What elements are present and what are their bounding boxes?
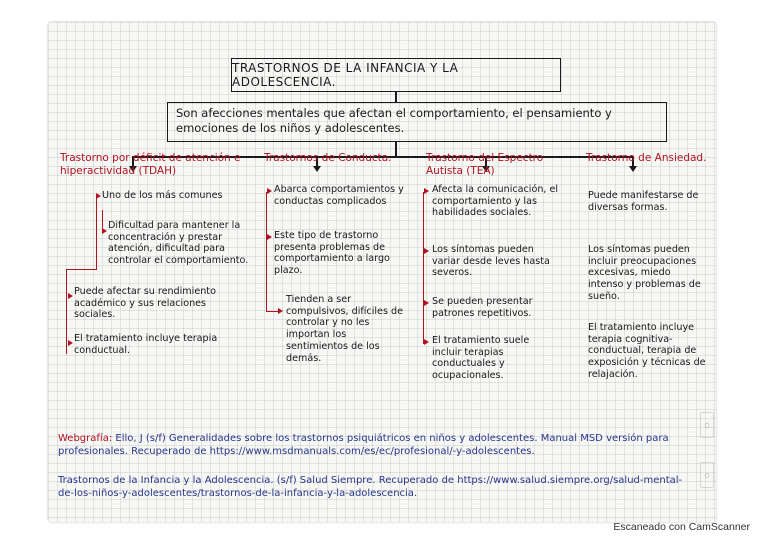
reference-2: Trastornos de la Infancia y la Adolescencia. (s/f) Salud Siempre. Recuperado de https://www.salud.siempre.org/salud-mental-de-los-niños-y-adolescentes/trastornos-de-la-infancia-y-la-adolescencia.	[58, 475, 683, 499]
tdah-item-3: Puede afectar su rendimiento académico y sus relaciones sociales.	[74, 286, 216, 321]
arrow-head	[267, 234, 272, 240]
arrow-head	[313, 166, 321, 172]
column-heading-tea: Trastorno del Espectro Autista (TEA)	[426, 152, 544, 177]
column-tree-line	[266, 192, 267, 312]
column-tree-line	[266, 311, 278, 312]
column-tree-line	[66, 269, 96, 270]
ansiedad-item-3: El tratamiento incluye terapia cognitiva-conductual, terapia de exposición y técnicas de relajación.	[588, 322, 706, 380]
arrow-head	[424, 188, 429, 194]
ansiedad-item-2: Los síntomas pueden incluir preocupaciones excesivas, miedo intenso y problemas de sueño.	[588, 244, 701, 302]
conducta-item-2: Este tipo de trastorno presenta problemas de comportamiento a largo plazo.	[274, 230, 390, 277]
arrow-head	[424, 300, 429, 306]
column-heading-ansiedad: Trastorno de Ansiedad.	[586, 152, 707, 164]
page-edge-mark: ○	[700, 462, 714, 488]
ansiedad-item-1: Puede manifestarse de diversas formas.	[588, 190, 699, 213]
column-tree-line	[423, 192, 424, 344]
arrow-head	[267, 188, 272, 194]
scanner-watermark: Escaneado con CamScanner	[613, 521, 750, 533]
arrow-head	[424, 339, 429, 345]
tea-item-2: Los síntomas pueden variar desde leves hasta severos.	[432, 244, 550, 279]
column-heading-tdah: Trastorno por déficit de atención e hiperactividad (TDAH)	[60, 152, 241, 177]
column-tree-line	[96, 197, 97, 270]
tea-item-4: El tratamiento suele incluir terapias conductuales y ocupacionales.	[432, 335, 530, 382]
conducta-item-3: Tienden a ser compulsivos, difíciles de controlar y no les importan los sentimientos de los demás.	[286, 294, 403, 364]
references-label: Webgrafía:	[58, 433, 113, 444]
conducta-item-1: Abarca comportamientos y conductas complicados	[274, 184, 404, 207]
arrow-head	[68, 340, 73, 346]
tea-item-1: Afecta la comunicación, el comportamiento y las habilidades sociales.	[432, 184, 559, 219]
connector-line	[395, 92, 397, 102]
definition-box	[167, 102, 667, 142]
tea-item-3: Se pueden presentar patrones repetitivos.	[432, 296, 533, 319]
arrow-head	[278, 308, 283, 314]
reference-1-text: Ello, J (s/f) Generalidades sobre los trastornos psiquiátricos en niños y adolescentes. Manual MSD versión para profesionales. Recuperado de https://www.msdmanuals.com/es/ec/profesional/-y-adolescentes.	[58, 433, 669, 457]
tdah-item-2: Dificultad para mantener la concentración y prestar atención, dificultad para controlar el comportamiento.	[108, 220, 249, 267]
column-heading-conducta: Trastornos de Conducta.	[264, 152, 392, 164]
arrow-head	[629, 166, 637, 172]
arrow-head	[102, 228, 107, 234]
definition-text: Son afecciones mentales que afectan el comportamiento, el pensamiento y emociones de los niños y adolescentes.	[176, 106, 612, 135]
arrow-head	[96, 193, 101, 199]
arrow-head	[68, 293, 73, 299]
arrow-head	[424, 248, 429, 254]
tdah-item-4: El tratamiento incluye terapia conductual.	[74, 333, 218, 356]
page-edge-mark: ○	[700, 412, 714, 438]
notebook-page	[48, 22, 716, 522]
reference-1	[58, 432, 678, 458]
page-title: TRASTORNOS DE LA INFANCIA Y LA ADOLESCENCIA.	[231, 58, 561, 92]
tdah-item-1: Uno de los más comunes	[102, 190, 223, 201]
